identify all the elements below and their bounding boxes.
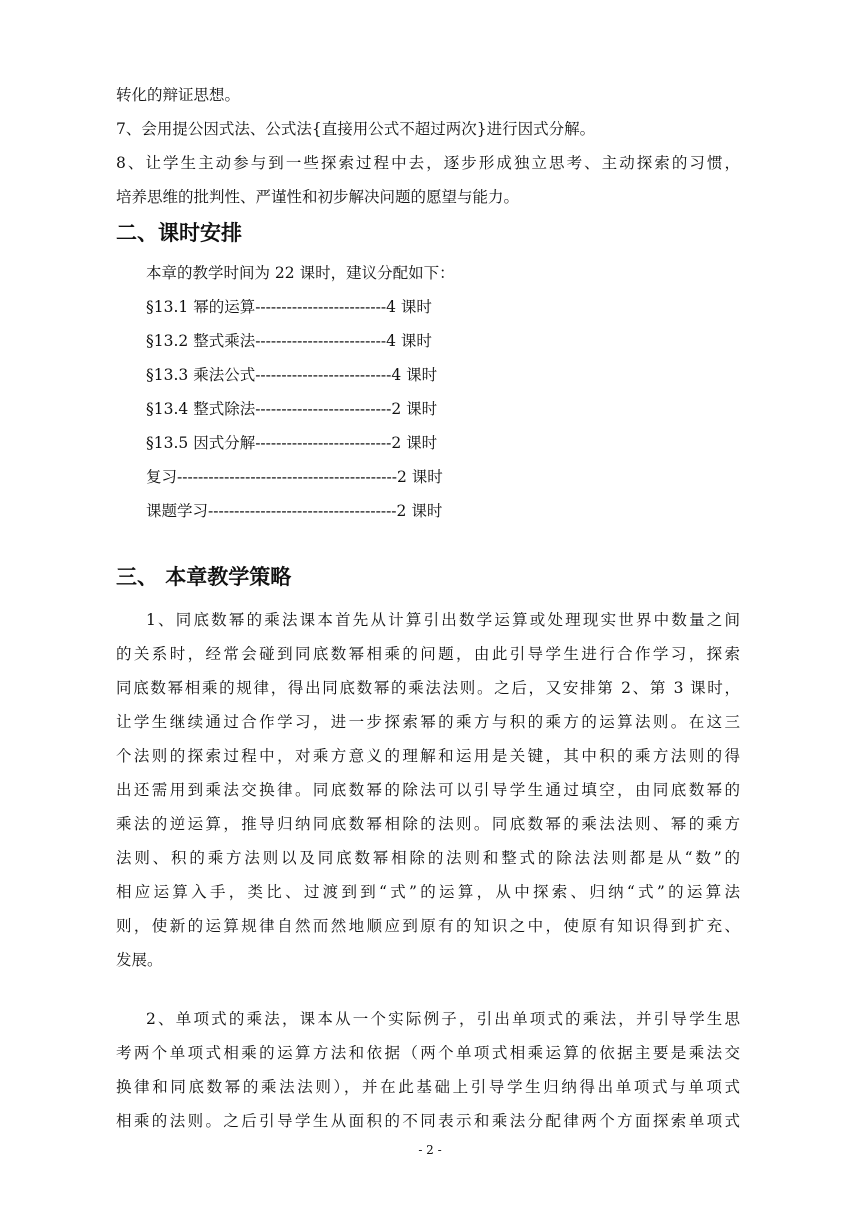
schedule-item: §13.5 因式分解--------------------------2 课时 (146, 434, 438, 452)
paragraph-line: 的关系时，经常会碰到同底数幂相乘的问题，由此引导学生进行合作学习，探索 (116, 645, 740, 663)
section-heading-schedule: 二、课时安排 (116, 221, 242, 245)
paragraph-line: 换律和同底数幂的乘法法则），并在此基础上引导学生归纳得出单项式与单项式 (116, 1078, 740, 1096)
intro-line: 8、让学生主动参与到一些探索过程中去，逐步形成独立思考、主动探索的习惯， (116, 154, 740, 172)
schedule-intro: 本章的教学时间为 22 课时，建议分配如下： (146, 264, 455, 282)
paragraph-line: 相乘的法则。之后引导学生从面积的不同表示和乘法分配律两个方面探索单项式 (116, 1112, 740, 1130)
schedule-item: §13.1 幂的运算-------------------------4 课时 (146, 298, 432, 316)
page-number: - 2 - (418, 1143, 442, 1157)
schedule-item: 复习------------------------------------------2 课时 (146, 468, 443, 486)
paragraph-line: 出还需用到乘法交换律。同底数幂的除法可以引导学生通过填空，由同底数幂的 (116, 781, 740, 799)
intro-line: 培养思维的批判性、严谨性和初步解决问题的愿望与能力。 (116, 188, 520, 206)
paragraph-line: 发展。 (116, 951, 163, 969)
schedule-item: §13.3 乘法公式--------------------------4 课时 (146, 366, 438, 384)
section-heading-strategy: 三、 本章教学策略 (116, 565, 292, 589)
schedule-item: §13.2 整式乘法-------------------------4 课时 (146, 332, 432, 350)
paragraph-line: 相应运算入手，类比、过渡到到“式”的运算，从中探索、归纳“式”的运算法 (116, 883, 740, 901)
paragraph-line: 让学生继续通过合作学习，进一步探索幂的乘方与积的乘方的运算法则。在这三 (116, 713, 740, 731)
paragraph-line: 同底数幂相乘的规律，得出同底数幂的乘法法则。之后，又安排第 2、第 3 课时， (116, 679, 740, 697)
paragraph-line: 法则、积的乘方法则以及同底数幂相除的法则和整式的除法法则都是从“数”的 (116, 849, 740, 867)
paragraph-line: 乘法的逆运算，推导归纳同底数幂相除的法则。同底数幂的乘法法则、幂的乘方 (116, 815, 740, 833)
paragraph-line: 1、同底数幂的乘法课本首先从计算引出数学运算或处理现实世界中数量之间 (146, 611, 740, 629)
schedule-item: 课题学习------------------------------------2 课时 (146, 502, 443, 520)
paragraph-line: 个法则的探索过程中，对乘方意义的理解和运用是关键，其中积的乘方法则的得 (116, 747, 740, 765)
intro-line: 转化的辩证思想。 (116, 86, 241, 104)
intro-line: 7、会用提公因式法、公式法{直接用公式不超过两次}进行因式分解。 (116, 120, 596, 138)
schedule-item: §13.4 整式除法--------------------------2 课时 (146, 400, 438, 418)
paragraph-line: 2、单项式的乘法，课本从一个实际例子，引出单项式的乘法，并引导学生思 (146, 1010, 740, 1028)
paragraph-line: 则，使新的运算规律自然而然地顺应到原有的知识之中，使原有知识得到扩充、 (116, 917, 740, 935)
paragraph-line: 考两个单项式相乘的运算方法和依据（两个单项式相乘运算的依据主要是乘法交 (116, 1044, 740, 1062)
